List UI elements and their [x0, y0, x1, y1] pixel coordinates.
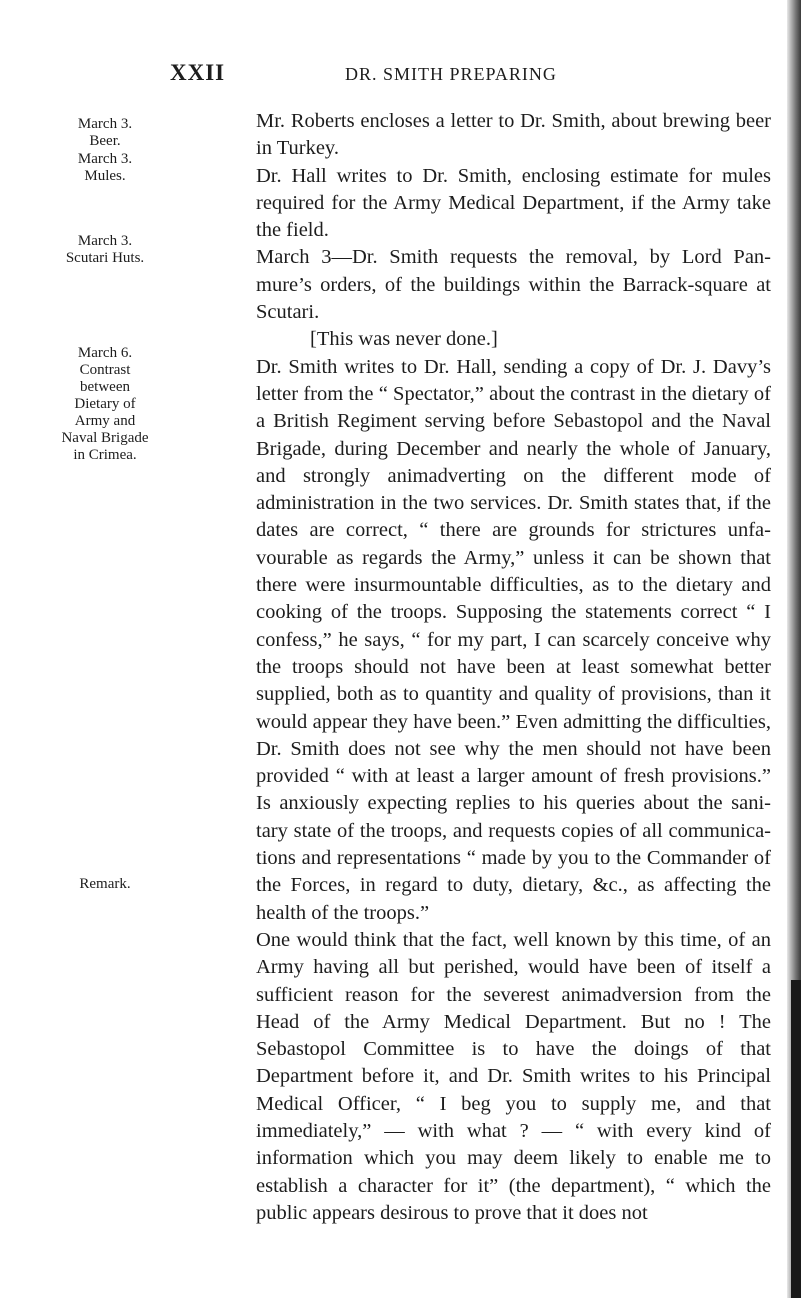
margin-note-date: March 6.: [77, 345, 133, 361]
page-number: XXII: [170, 60, 226, 85]
margin-note-remark: [60, 876, 150, 893]
margin-note-subject-line: Dietary of: [74, 396, 136, 412]
margin-note-subject-line: between: [80, 379, 130, 395]
running-title: DR. SMITH PREPARING: [345, 64, 557, 84]
margin-note-subject-line: Naval Brigade: [61, 430, 149, 446]
paragraph-scutari: March 3—Dr. Smith requests the removal, by Lord Pan-mure’s orders, of the buildings within the Barrack-square at Scutari.: [256, 246, 771, 324]
page-header: [0, 60, 801, 90]
paragraph-note: [This was never done.]: [310, 328, 498, 351]
paragraph-mules: Dr. Hall writes to Dr. Smith, enclosing estimate for mules required for the Army Medical Department, if the Army take the field.: [256, 164, 771, 242]
margin-note-date: March 3.: [77, 151, 133, 167]
margin-note-date: March 3.: [77, 233, 133, 249]
page-edge-dark: [791, 980, 801, 1298]
margin-note-subject-line: in Crimea.: [73, 447, 137, 463]
margin-note-subject: Mules.: [84, 168, 126, 184]
margin-note-subject-line: Contrast: [79, 362, 131, 378]
margin-note-scutari-huts: [60, 233, 150, 267]
margin-note-subject: Scutari Huts.: [65, 250, 145, 266]
margin-note-mules: [60, 151, 150, 185]
paragraph-dietary: Dr. Smith writes to Dr. Hall, sending a copy of Dr. J. Davy’s letter from the “ Spectator,” about the contrast in the dietary of a British Regiment serving before Sebastopol and the Naval Brigade, during December and nearly the whole of January, and strongly animadverting on the different mode of administration in the two services. Dr. Smith states that, if the dates are correct, “ there are grounds for strictures unfa-vourable as regards the Army,” unless it can be shown that there were insurmountable difficulties, as to the dietary and cooking of the troops. Supposing the statements correct “ I confess,” he says, “ for my part, I can scarcely conceive why the troops should not have been at least somewhat better supplied, both as to quantity and quality of provisions, than it would appear they have been.” Even admitting the difficulties, Dr. Smith does not see why the men should not have been provided “ with at least a larger amount of fresh provisions.” Is anxiously expecting replies to his queries about the sani-tary state of the troops, and requests copies of all communica-tions and representations “ made by you to the Commander of the Forces, in regard to duty, dietary, &c., as affecting the health of the troops.”: [256, 355, 771, 924]
margin-note-subject-line: Army and: [74, 413, 136, 429]
paragraph-remark: One would think that the fact, well known by this time, of an Army having all but perished, would have been of itself a sufficient reason for the severest animadversion from the Head of the Army Medical Department. But no ! The Sebastopol Committee is to have the doings of that Department before it, and Dr. Smith writes to his Principal Medical Officer, “ I beg you to supply me, and that immediately,” — with what ? — “ with every kind of information which you may deem likely to enable me to establish a character for it” (the department), “ which the public appears desirous to prove that it does not: [256, 928, 771, 1224]
margin-note-beer: [60, 116, 150, 150]
margin-note-subject: Beer.: [89, 133, 121, 149]
paragraph-beer: Mr. Roberts encloses a letter to Dr. Smith, about brewing beer in Turkey.: [256, 110, 771, 160]
margin-note-date: March 3.: [77, 116, 133, 132]
margin-note-date: Remark.: [79, 876, 131, 892]
body-text: [256, 108, 771, 1227]
margin-note-dietary-contrast: [60, 345, 150, 464]
